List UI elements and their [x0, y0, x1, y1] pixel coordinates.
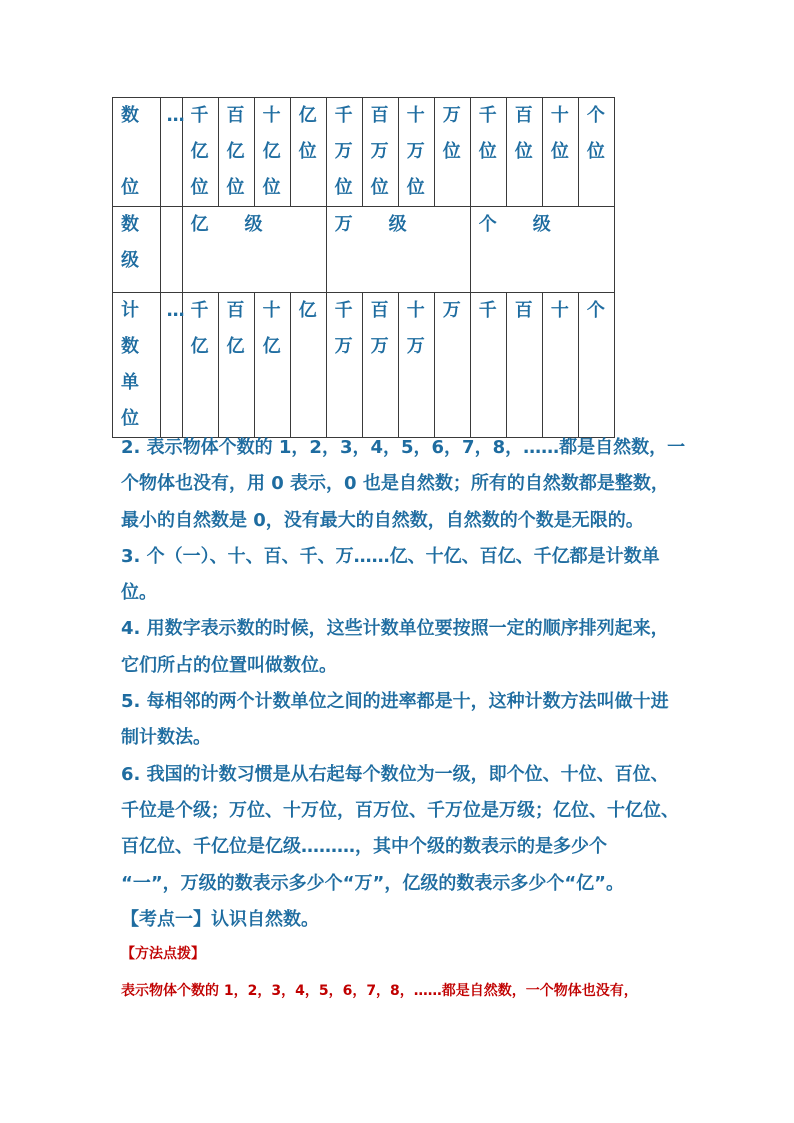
- cell-shiyiwei: 十 亿 位: [254, 98, 290, 207]
- cell-qianwei: 千 位: [470, 98, 506, 207]
- unit-wan: 万: [434, 293, 470, 438]
- paragraph-5: 5. 每相邻的两个计数单位之间的进率都是十，这种计数方法叫做十进 制计数法。: [121, 691, 669, 749]
- place-value-table: [112, 97, 615, 438]
- body-text: [121, 430, 686, 938]
- paragraph-6: 6. 我国的计数习惯是从右起每个数位为一级，即个位、十位、百位、 千位是个级；万位、十万位，百万位、千万位是万级；亿位、十亿位、 百亿位、千亿位是亿级………，其中个级的数表示的是多少个 “一”，万级的数表示多少个“万”，亿级的数表示多少个“亿”。: [121, 763, 679, 894]
- cell-gewei: 个 位: [578, 98, 614, 207]
- header-shuwei: 数 位: [113, 98, 161, 207]
- cell-baiwanwei: 百 万 位: [362, 98, 398, 207]
- unit-shiyi: 十 亿: [254, 293, 290, 438]
- level-yi: 亿 级: [182, 207, 326, 293]
- ellipsis-cell: …: [160, 98, 182, 207]
- paragraph-3: 3. 个（一）、十、百、千、万……亿、十亿、百亿、千亿都是计数单 位。: [121, 545, 660, 604]
- row-levels: [113, 207, 615, 293]
- cell-baiwei: 百 位: [506, 98, 542, 207]
- cell-yiwei: 亿 位: [290, 98, 326, 207]
- paragraph-4: 4. 用数字表示数的时候，这些计数单位要按照一定的顺序排列起来， 它们所占的位置叫做数位。: [121, 618, 669, 676]
- unit-bai: 百: [506, 293, 542, 438]
- header-shuji: 数 级: [113, 207, 161, 293]
- ellipsis-cell: …: [160, 293, 182, 438]
- kaodian-heading: 【考点一】认识自然数。: [121, 908, 319, 930]
- level-wan: 万 级: [326, 207, 470, 293]
- unit-qian: 千: [470, 293, 506, 438]
- unit-yi: 亿: [290, 293, 326, 438]
- paragraph-2: 2. 表示物体个数的 1，2，3，4，5，6，7，8，……都是自然数，一 个物体也没有，用 0 表示，0 也是自然数；所有的自然数都是整数， 最小的自然数是 0，没有最大的自然数，自然数的个数是无限的。: [121, 437, 686, 531]
- unit-qianyi: 千 亿: [182, 293, 218, 438]
- method-text: 表示物体个数的 1，2，3，4，5，6，7，8，……都是自然数，一个物体也没有，: [121, 983, 638, 999]
- cell-qianwanwei: 千 万 位: [326, 98, 362, 207]
- unit-baiyi: 百 亿: [218, 293, 254, 438]
- empty-cell: [160, 207, 182, 293]
- cell-qianyiwei: 千 亿 位: [182, 98, 218, 207]
- level-ge: 个 级: [470, 207, 614, 293]
- cell-shiwanwei: 十 万 位: [398, 98, 434, 207]
- unit-ge: 个: [578, 293, 614, 438]
- row-place-values: [113, 98, 615, 207]
- method-heading: 【方法点拨】: [121, 946, 205, 962]
- cell-shiwei: 十 位: [542, 98, 578, 207]
- cell-baiyiwei: 百 亿 位: [218, 98, 254, 207]
- row-counting-units: [113, 293, 615, 438]
- unit-shiwan: 十 万: [398, 293, 434, 438]
- cell-wanwei: 万 位: [434, 98, 470, 207]
- unit-baiwan: 百 万: [362, 293, 398, 438]
- unit-qianwan: 千 万: [326, 293, 362, 438]
- header-jishudanwei: 计 数 单 位: [113, 293, 161, 438]
- unit-shi: 十: [542, 293, 578, 438]
